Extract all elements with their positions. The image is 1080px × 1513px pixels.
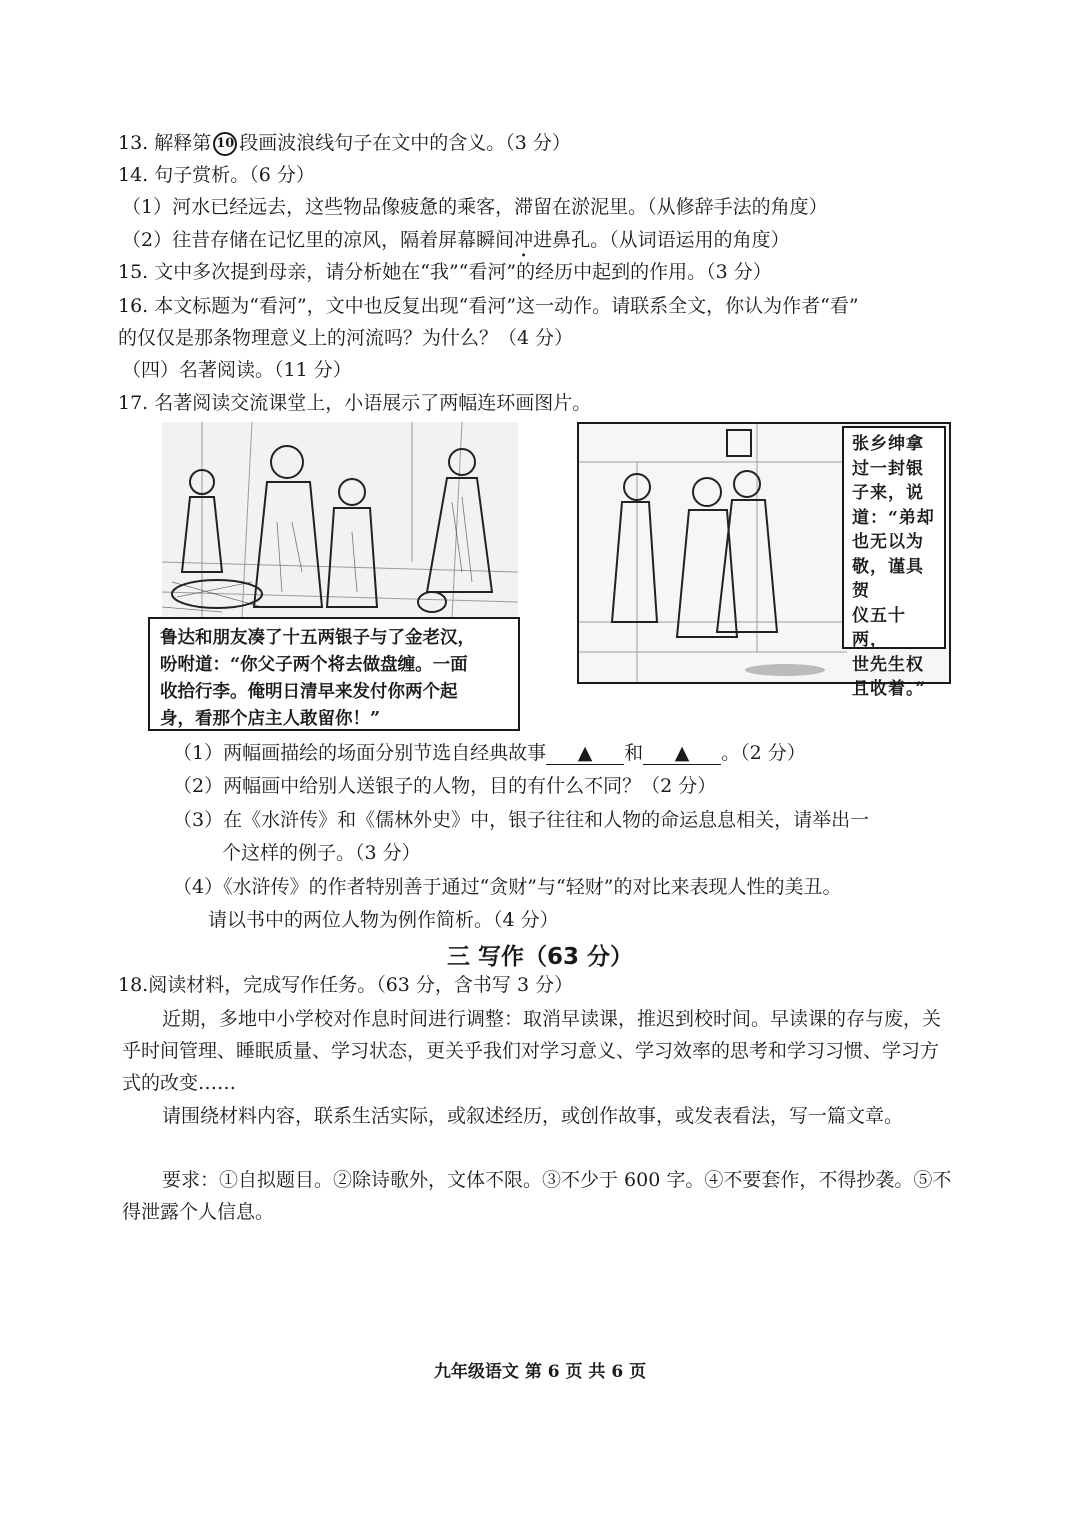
left-caption-line: 吩咐道：“你父子两个将去做盘缠。一面 xyxy=(160,655,468,675)
question-17-part1 xyxy=(173,740,806,766)
left-caption-line: 鲁达和朋友凑了十五两银子与了金老汉， xyxy=(160,628,475,648)
left-caption-line: 收拾行李。俺明日清早来发付你两个起 xyxy=(160,682,458,702)
section-4-title: （四）名著阅读。（11 分） xyxy=(122,359,352,381)
right-caption-line: 世先生权 xyxy=(852,654,924,675)
right-caption-line: 过一封银 xyxy=(852,458,924,479)
q13-prefix: 13. 解释第 xyxy=(118,132,212,154)
question-18: 18.阅读材料，完成写作任务。（63 分，含书写 3 分） xyxy=(118,974,574,996)
right-caption-line: 张乡绅拿 xyxy=(852,434,924,454)
answer-blank-2[interactable]: ▲ xyxy=(643,742,721,765)
right-caption-line: 道：“弟却 xyxy=(852,507,935,528)
answer-blank-1[interactable]: ▲ xyxy=(546,742,624,765)
writing-material: 近期，多地中小学校对作息时间进行调整：取消早读课，推迟到校时间。早读课的存与废，关乎时间管理、睡眠质量、学习状态，更关乎我们对学习意义、学习效率的思考和学习习惯、学习方式的改变…… xyxy=(122,1008,942,1094)
page-footer: 九年级语文 第 6 页 共 6 页 xyxy=(433,1362,647,1382)
q17-p1-mid: 和 xyxy=(624,742,644,764)
question-17-part2: （2）两幅画中给别人送银子的人物，目的有什么不同？（2 分） xyxy=(173,775,717,797)
q14-s2-pre: （2）往昔存储在记忆里的凉风，隔着屏幕瞬间 xyxy=(122,229,515,251)
question-14-sub1: （1）河水已经远去，这些物品像疲惫的乘客，滞留在淤泥里。（从修辞手法的角度） xyxy=(122,196,828,218)
q13-suffix: 段画波浪线句子在文中的含义。（3 分） xyxy=(239,132,571,154)
writing-instruction: 请围绕材料内容，联系生活实际，或叙述经历，或创作故事，或发表看法，写一篇文章。 xyxy=(162,1105,904,1127)
left-comic-illustration xyxy=(162,422,518,618)
right-caption-line: 仪五十两， xyxy=(852,605,906,650)
left-comic-caption xyxy=(148,617,520,731)
right-caption-line: 也无以为 xyxy=(852,532,924,552)
paragraph-number-circle: 10 xyxy=(213,132,237,156)
right-caption-line: 子来，说 xyxy=(852,483,924,503)
writing-section-heading: 三 写作（63 分） xyxy=(446,944,634,970)
question-13 xyxy=(118,130,571,156)
q14-s2-post: 进鼻孔。（从词语运用的角度） xyxy=(533,229,790,251)
writing-requirements: 要求：①自拟题目。②除诗歌外，文体不限。③不少于 600 字。④不要套作，不得抄袭。⑤不得泄露个人信息。 xyxy=(122,1169,952,1223)
right-caption-line: 且收着。” xyxy=(852,679,927,699)
question-17-part3-line1: （3）在《水浒传》和《儒林外史》中，银子往往和人物的命运息息相关，请举出一 xyxy=(173,809,870,831)
question-14-title: 14. 句子赏析。（6 分） xyxy=(118,164,315,186)
question-17-part3-line2: 个这样的例子。（3 分） xyxy=(222,842,421,864)
q14-s2-emphasized-word: 冲 xyxy=(514,229,534,251)
q17-p1-post: 。（2 分） xyxy=(721,742,806,764)
left-caption-line: 身，看那个店主人敢留你！” xyxy=(160,709,381,729)
question-17-part4-line2: 请以书中的两位人物为例作简析。（4 分） xyxy=(208,909,559,931)
question-14-sub2 xyxy=(122,227,790,262)
right-comic-caption xyxy=(842,426,946,699)
q17-p1-pre: （1）两幅画描绘的场面分别节选自经典故事 xyxy=(173,742,547,764)
question-15: 15. 文中多次提到母亲，请分析她在“我”“看河”的经历中起到的作用。（3 分） xyxy=(118,261,772,283)
question-16-line1: 16. 本文标题为“看河”，文中也反复出现“看河”这一动作。请联系全文，你认为作者“看” xyxy=(118,295,859,317)
question-17-title: 17. 名著阅读交流课堂上，小语展示了两幅连环画图片。 xyxy=(118,392,592,414)
right-caption-line: 敬，谨具贺 xyxy=(852,556,924,601)
question-16-line2: 的仅仅是那条物理意义上的河流吗？为什么？（4 分） xyxy=(118,327,574,349)
question-17-part4-line1: （4）《水浒传》的作者特别善于通过“贪财”与“轻财”的对比来表现人性的美丑。 xyxy=(173,876,842,898)
